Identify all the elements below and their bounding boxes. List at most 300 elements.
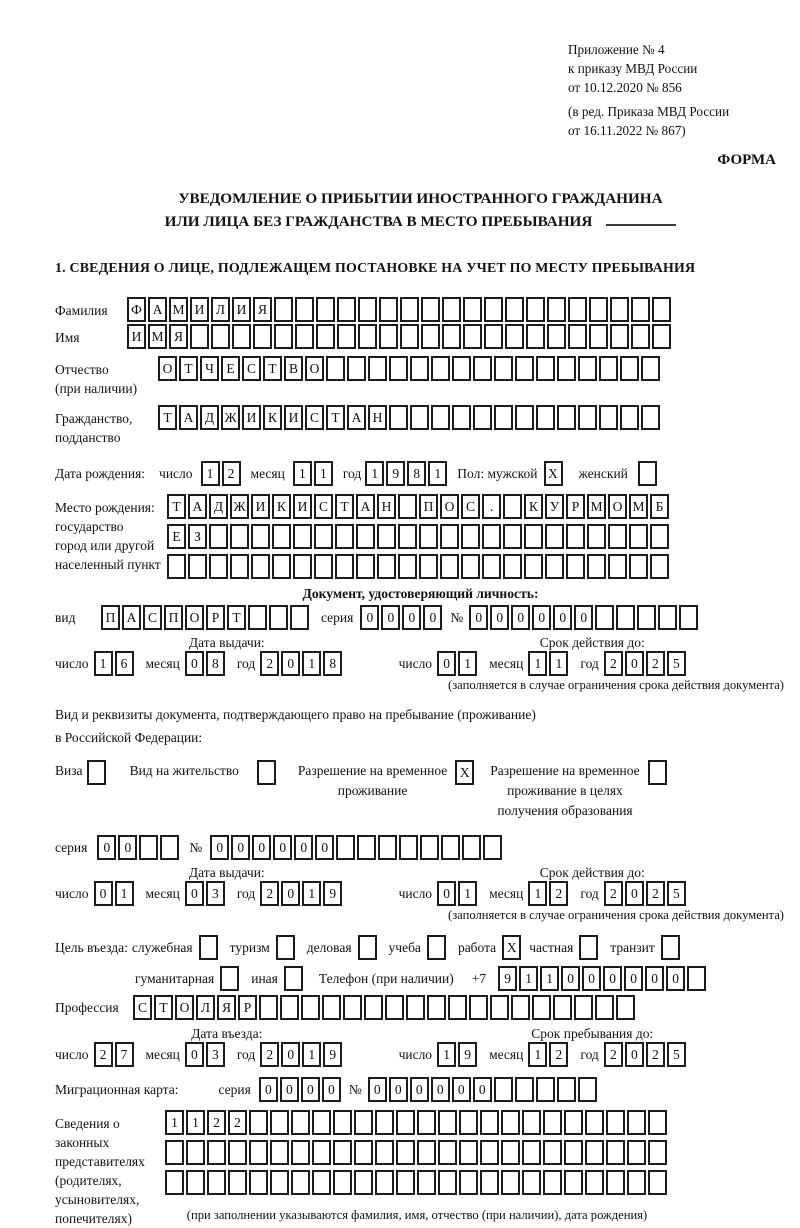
char-cell[interactable] <box>543 1140 562 1165</box>
char-cell[interactable] <box>473 356 492 381</box>
char-cell[interactable] <box>336 835 355 860</box>
char-cell[interactable] <box>557 1077 576 1102</box>
char-cell[interactable] <box>469 995 488 1020</box>
char-cell[interactable]: О <box>185 605 204 630</box>
name-cells[interactable] <box>127 324 673 349</box>
char-cell[interactable] <box>356 524 375 549</box>
char-cell[interactable]: . <box>482 494 501 519</box>
char-cell[interactable]: 2 <box>646 1042 665 1067</box>
char-cell[interactable] <box>661 935 680 960</box>
char-cell[interactable]: И <box>232 297 251 322</box>
char-cell[interactable] <box>610 324 629 349</box>
char-cell[interactable] <box>230 554 249 579</box>
char-cell[interactable] <box>410 405 429 430</box>
char-cell[interactable]: 0 <box>185 651 204 676</box>
char-cell[interactable] <box>209 554 228 579</box>
doc-type-cells[interactable] <box>101 605 311 630</box>
char-cell[interactable]: С <box>133 995 152 1020</box>
char-cell[interactable]: 8 <box>206 651 225 676</box>
char-cell[interactable]: 0 <box>574 605 593 630</box>
char-cell[interactable] <box>358 297 377 322</box>
char-cell[interactable]: С <box>305 405 324 430</box>
char-cell[interactable] <box>524 524 543 549</box>
residence-valid-day-cells[interactable] <box>437 881 479 906</box>
char-cell[interactable]: И <box>127 324 146 349</box>
char-cell[interactable]: К <box>272 494 291 519</box>
identity-issue-day-cells[interactable] <box>94 651 136 676</box>
surname-cells[interactable] <box>127 297 673 322</box>
char-cell[interactable]: К <box>263 405 282 430</box>
char-cell[interactable] <box>368 356 387 381</box>
char-cell[interactable] <box>568 297 587 322</box>
char-cell[interactable]: 0 <box>315 835 334 860</box>
char-cell[interactable]: 1 <box>186 1110 205 1135</box>
char-cell[interactable]: Т <box>263 356 282 381</box>
purpose-private-checkbox[interactable] <box>579 935 600 960</box>
char-cell[interactable]: С <box>314 494 333 519</box>
migration-number-cells[interactable] <box>368 1077 599 1102</box>
char-cell[interactable]: 1 <box>293 461 312 486</box>
char-cell[interactable]: 2 <box>260 651 279 676</box>
char-cell[interactable]: 1 <box>519 966 538 991</box>
char-cell[interactable] <box>564 1110 583 1135</box>
char-cell[interactable] <box>253 324 272 349</box>
char-cell[interactable] <box>589 297 608 322</box>
char-cell[interactable]: 2 <box>604 1042 623 1067</box>
char-cell[interactable] <box>484 324 503 349</box>
char-cell[interactable]: 0 <box>625 1042 644 1067</box>
char-cell[interactable] <box>87 760 106 785</box>
char-cell[interactable] <box>501 1140 520 1165</box>
char-cell[interactable] <box>452 405 471 430</box>
char-cell[interactable] <box>209 524 228 549</box>
char-cell[interactable]: 8 <box>407 461 426 486</box>
residence-valid-year-cells[interactable] <box>604 881 688 906</box>
char-cell[interactable]: Р <box>566 494 585 519</box>
char-cell[interactable] <box>522 1110 541 1135</box>
char-cell[interactable]: С <box>242 356 261 381</box>
char-cell[interactable] <box>482 554 501 579</box>
char-cell[interactable] <box>276 935 295 960</box>
char-cell[interactable]: 1 <box>302 1042 321 1067</box>
char-cell[interactable] <box>566 524 585 549</box>
char-cell[interactable] <box>459 1110 478 1135</box>
char-cell[interactable] <box>389 356 408 381</box>
char-cell[interactable]: 1 <box>165 1110 184 1135</box>
char-cell[interactable]: Т <box>326 405 345 430</box>
char-cell[interactable] <box>547 324 566 349</box>
char-cell[interactable] <box>438 1170 457 1195</box>
char-cell[interactable]: О <box>608 494 627 519</box>
char-cell[interactable]: 0 <box>322 1077 341 1102</box>
entry-day-cells[interactable] <box>94 1042 136 1067</box>
char-cell[interactable]: 9 <box>386 461 405 486</box>
char-cell[interactable] <box>473 405 492 430</box>
birth-day-cells[interactable] <box>201 461 243 486</box>
char-cell[interactable] <box>335 554 354 579</box>
purpose-transit-checkbox[interactable] <box>661 935 682 960</box>
char-cell[interactable] <box>326 356 345 381</box>
char-cell[interactable] <box>291 1140 310 1165</box>
char-cell[interactable] <box>295 324 314 349</box>
char-cell[interactable] <box>291 1170 310 1195</box>
char-cell[interactable] <box>257 760 276 785</box>
char-cell[interactable] <box>280 995 299 1020</box>
char-cell[interactable] <box>417 1110 436 1135</box>
char-cell[interactable]: С <box>461 494 480 519</box>
char-cell[interactable]: 0 <box>281 881 300 906</box>
char-cell[interactable] <box>687 966 706 991</box>
char-cell[interactable] <box>399 835 418 860</box>
profession-cells[interactable] <box>133 995 637 1020</box>
char-cell[interactable]: Я <box>169 324 188 349</box>
char-cell[interactable]: 0 <box>294 835 313 860</box>
char-cell[interactable] <box>574 995 593 1020</box>
char-cell[interactable]: И <box>251 494 270 519</box>
char-cell[interactable]: 0 <box>625 881 644 906</box>
char-cell[interactable]: 0 <box>561 966 580 991</box>
char-cell[interactable] <box>652 297 671 322</box>
char-cell[interactable]: 1 <box>428 461 447 486</box>
patronymic-cells[interactable] <box>158 356 662 381</box>
char-cell[interactable] <box>543 1170 562 1195</box>
char-cell[interactable]: 0 <box>645 966 664 991</box>
char-cell[interactable]: 1 <box>437 1042 456 1067</box>
char-cell[interactable]: О <box>440 494 459 519</box>
char-cell[interactable] <box>599 405 618 430</box>
char-cell[interactable]: 5 <box>667 651 686 676</box>
char-cell[interactable]: 0 <box>94 881 113 906</box>
char-cell[interactable]: 0 <box>437 881 456 906</box>
char-cell[interactable]: 1 <box>528 1042 547 1067</box>
char-cell[interactable] <box>463 324 482 349</box>
stay-year-cells[interactable] <box>604 1042 688 1067</box>
visa-checkbox[interactable] <box>87 760 108 785</box>
char-cell[interactable] <box>375 1110 394 1135</box>
char-cell[interactable]: X <box>544 461 563 486</box>
char-cell[interactable]: 3 <box>206 881 225 906</box>
char-cell[interactable]: А <box>179 405 198 430</box>
char-cell[interactable] <box>461 554 480 579</box>
char-cell[interactable] <box>316 297 335 322</box>
char-cell[interactable] <box>585 1170 604 1195</box>
char-cell[interactable]: 2 <box>222 461 241 486</box>
char-cell[interactable] <box>431 405 450 430</box>
char-cell[interactable] <box>167 554 186 579</box>
purpose-tourism-checkbox[interactable] <box>276 935 297 960</box>
char-cell[interactable]: 2 <box>604 651 623 676</box>
identity-valid-day-cells[interactable] <box>437 651 479 676</box>
char-cell[interactable] <box>312 1170 331 1195</box>
char-cell[interactable] <box>427 995 446 1020</box>
char-cell[interactable] <box>248 605 267 630</box>
char-cell[interactable] <box>354 1140 373 1165</box>
char-cell[interactable] <box>480 1110 499 1135</box>
char-cell[interactable]: 0 <box>473 1077 492 1102</box>
char-cell[interactable] <box>333 1110 352 1135</box>
char-cell[interactable] <box>406 995 425 1020</box>
char-cell[interactable] <box>648 1170 667 1195</box>
char-cell[interactable]: 0 <box>389 1077 408 1102</box>
residence-series-cells[interactable] <box>97 835 181 860</box>
char-cell[interactable] <box>438 1140 457 1165</box>
char-cell[interactable] <box>251 524 270 549</box>
char-cell[interactable]: 0 <box>402 605 421 630</box>
char-cell[interactable] <box>606 1110 625 1135</box>
char-cell[interactable] <box>417 1170 436 1195</box>
char-cell[interactable] <box>356 554 375 579</box>
char-cell[interactable] <box>522 1170 541 1195</box>
identity-valid-year-cells[interactable] <box>604 651 688 676</box>
char-cell[interactable]: 5 <box>667 881 686 906</box>
char-cell[interactable]: И <box>190 297 209 322</box>
char-cell[interactable]: В <box>284 356 303 381</box>
char-cell[interactable] <box>322 995 341 1020</box>
char-cell[interactable] <box>515 1077 534 1102</box>
entry-month-cells[interactable] <box>185 1042 227 1067</box>
char-cell[interactable] <box>545 524 564 549</box>
char-cell[interactable] <box>536 405 555 430</box>
char-cell[interactable]: Л <box>196 995 215 1020</box>
char-cell[interactable] <box>483 835 502 860</box>
purpose-other-checkbox[interactable] <box>284 966 305 991</box>
char-cell[interactable] <box>648 760 667 785</box>
char-cell[interactable]: М <box>148 324 167 349</box>
char-cell[interactable]: Н <box>377 494 396 519</box>
char-cell[interactable] <box>440 554 459 579</box>
char-cell[interactable] <box>270 1170 289 1195</box>
char-cell[interactable] <box>335 524 354 549</box>
char-cell[interactable]: 0 <box>210 835 229 860</box>
temp-residence-checkbox[interactable] <box>455 760 476 785</box>
char-cell[interactable] <box>295 297 314 322</box>
char-cell[interactable]: Д <box>209 494 228 519</box>
residence-issue-year-cells[interactable] <box>260 881 344 906</box>
char-cell[interactable] <box>501 1170 520 1195</box>
birth-place-row1-cells[interactable] <box>167 494 671 519</box>
char-cell[interactable]: З <box>188 524 207 549</box>
char-cell[interactable]: А <box>148 297 167 322</box>
char-cell[interactable] <box>207 1140 226 1165</box>
char-cell[interactable] <box>211 324 230 349</box>
representatives-row2-cells[interactable] <box>165 1140 669 1165</box>
char-cell[interactable] <box>536 356 555 381</box>
char-cell[interactable] <box>186 1140 205 1165</box>
char-cell[interactable] <box>442 297 461 322</box>
char-cell[interactable] <box>165 1140 184 1165</box>
char-cell[interactable] <box>228 1140 247 1165</box>
identity-valid-month-cells[interactable] <box>528 651 570 676</box>
char-cell[interactable] <box>641 356 660 381</box>
char-cell[interactable] <box>536 1077 555 1102</box>
char-cell[interactable] <box>494 405 513 430</box>
char-cell[interactable] <box>421 297 440 322</box>
char-cell[interactable]: 9 <box>498 966 517 991</box>
char-cell[interactable] <box>579 935 598 960</box>
char-cell[interactable] <box>616 605 635 630</box>
char-cell[interactable] <box>578 405 597 430</box>
char-cell[interactable] <box>377 554 396 579</box>
doc-number-cells[interactable] <box>469 605 700 630</box>
char-cell[interactable] <box>440 524 459 549</box>
char-cell[interactable]: Е <box>167 524 186 549</box>
char-cell[interactable] <box>270 1110 289 1135</box>
char-cell[interactable]: П <box>101 605 120 630</box>
char-cell[interactable] <box>503 494 522 519</box>
char-cell[interactable] <box>312 1140 331 1165</box>
char-cell[interactable]: 9 <box>323 1042 342 1067</box>
char-cell[interactable]: М <box>629 494 648 519</box>
char-cell[interactable] <box>629 524 648 549</box>
char-cell[interactable]: 0 <box>582 966 601 991</box>
char-cell[interactable]: Б <box>650 494 669 519</box>
char-cell[interactable] <box>259 995 278 1020</box>
char-cell[interactable]: 1 <box>94 651 113 676</box>
char-cell[interactable]: А <box>356 494 375 519</box>
char-cell[interactable] <box>379 297 398 322</box>
char-cell[interactable] <box>480 1170 499 1195</box>
char-cell[interactable]: Р <box>238 995 257 1020</box>
residence-issue-day-cells[interactable] <box>94 881 136 906</box>
char-cell[interactable] <box>606 1170 625 1195</box>
char-cell[interactable] <box>463 297 482 322</box>
char-cell[interactable] <box>557 356 576 381</box>
char-cell[interactable]: 0 <box>452 1077 471 1102</box>
char-cell[interactable]: Е <box>221 356 240 381</box>
char-cell[interactable] <box>396 1110 415 1135</box>
char-cell[interactable]: 1 <box>528 651 547 676</box>
char-cell[interactable] <box>442 324 461 349</box>
char-cell[interactable]: 0 <box>368 1077 387 1102</box>
char-cell[interactable] <box>400 297 419 322</box>
birth-place-row3-cells[interactable] <box>167 554 671 579</box>
char-cell[interactable] <box>396 1140 415 1165</box>
residence-issue-month-cells[interactable] <box>185 881 227 906</box>
char-cell[interactable] <box>650 524 669 549</box>
char-cell[interactable] <box>228 1170 247 1195</box>
char-cell[interactable] <box>503 554 522 579</box>
char-cell[interactable]: 0 <box>118 835 137 860</box>
char-cell[interactable] <box>608 524 627 549</box>
char-cell[interactable]: 0 <box>625 651 644 676</box>
birth-place-row2-cells[interactable] <box>167 524 671 549</box>
char-cell[interactable]: 0 <box>469 605 488 630</box>
char-cell[interactable]: 0 <box>603 966 622 991</box>
char-cell[interactable]: А <box>347 405 366 430</box>
char-cell[interactable]: 0 <box>273 835 292 860</box>
temp-residence-edu-checkbox[interactable] <box>648 760 669 785</box>
char-cell[interactable] <box>270 1140 289 1165</box>
char-cell[interactable] <box>568 324 587 349</box>
stay-day-cells[interactable] <box>437 1042 479 1067</box>
purpose-study-checkbox[interactable] <box>427 935 448 960</box>
birth-year-cells[interactable] <box>365 461 449 486</box>
char-cell[interactable]: Л <box>211 297 230 322</box>
char-cell[interactable]: 1 <box>528 881 547 906</box>
char-cell[interactable] <box>515 356 534 381</box>
char-cell[interactable] <box>490 995 509 1020</box>
char-cell[interactable] <box>188 554 207 579</box>
char-cell[interactable] <box>139 835 158 860</box>
char-cell[interactable] <box>595 995 614 1020</box>
char-cell[interactable] <box>461 524 480 549</box>
char-cell[interactable] <box>400 324 419 349</box>
char-cell[interactable] <box>610 297 629 322</box>
char-cell[interactable] <box>347 356 366 381</box>
char-cell[interactable] <box>547 297 566 322</box>
char-cell[interactable]: 3 <box>206 1042 225 1067</box>
char-cell[interactable] <box>333 1170 352 1195</box>
char-cell[interactable]: 1 <box>540 966 559 991</box>
char-cell[interactable]: 2 <box>646 881 665 906</box>
char-cell[interactable] <box>585 1110 604 1135</box>
char-cell[interactable] <box>251 554 270 579</box>
char-cell[interactable] <box>337 324 356 349</box>
char-cell[interactable] <box>638 461 657 486</box>
char-cell[interactable] <box>526 297 545 322</box>
char-cell[interactable] <box>274 297 293 322</box>
char-cell[interactable] <box>494 1077 513 1102</box>
char-cell[interactable]: 2 <box>228 1110 247 1135</box>
char-cell[interactable] <box>269 605 288 630</box>
phone-cells[interactable] <box>498 966 708 991</box>
purpose-work-checkbox[interactable] <box>502 935 523 960</box>
char-cell[interactable]: Ч <box>200 356 219 381</box>
char-cell[interactable]: 1 <box>458 651 477 676</box>
char-cell[interactable]: И <box>242 405 261 430</box>
char-cell[interactable] <box>364 995 383 1020</box>
char-cell[interactable]: 0 <box>410 1077 429 1102</box>
char-cell[interactable]: 0 <box>666 966 685 991</box>
char-cell[interactable]: А <box>122 605 141 630</box>
char-cell[interactable]: 1 <box>458 881 477 906</box>
char-cell[interactable]: П <box>419 494 438 519</box>
char-cell[interactable] <box>620 405 639 430</box>
char-cell[interactable] <box>291 1110 310 1135</box>
char-cell[interactable]: 0 <box>185 1042 204 1067</box>
char-cell[interactable] <box>503 524 522 549</box>
char-cell[interactable] <box>459 1170 478 1195</box>
char-cell[interactable] <box>452 356 471 381</box>
char-cell[interactable]: О <box>305 356 324 381</box>
char-cell[interactable] <box>274 324 293 349</box>
char-cell[interactable] <box>358 324 377 349</box>
char-cell[interactable] <box>627 1110 646 1135</box>
birth-month-cells[interactable] <box>293 461 335 486</box>
char-cell[interactable] <box>585 1140 604 1165</box>
char-cell[interactable] <box>190 324 209 349</box>
char-cell[interactable] <box>627 1140 646 1165</box>
char-cell[interactable] <box>230 524 249 549</box>
char-cell[interactable] <box>314 554 333 579</box>
char-cell[interactable] <box>459 1140 478 1165</box>
char-cell[interactable] <box>620 356 639 381</box>
char-cell[interactable]: 0 <box>624 966 643 991</box>
char-cell[interactable] <box>627 1170 646 1195</box>
char-cell[interactable]: О <box>175 995 194 1020</box>
char-cell[interactable]: 2 <box>260 1042 279 1067</box>
char-cell[interactable]: 0 <box>301 1077 320 1102</box>
char-cell[interactable] <box>482 524 501 549</box>
char-cell[interactable] <box>357 835 376 860</box>
char-cell[interactable]: 2 <box>604 881 623 906</box>
char-cell[interactable] <box>410 356 429 381</box>
char-cell[interactable] <box>438 1110 457 1135</box>
char-cell[interactable]: Н <box>368 405 387 430</box>
char-cell[interactable]: С <box>143 605 162 630</box>
char-cell[interactable] <box>515 405 534 430</box>
char-cell[interactable]: А <box>188 494 207 519</box>
